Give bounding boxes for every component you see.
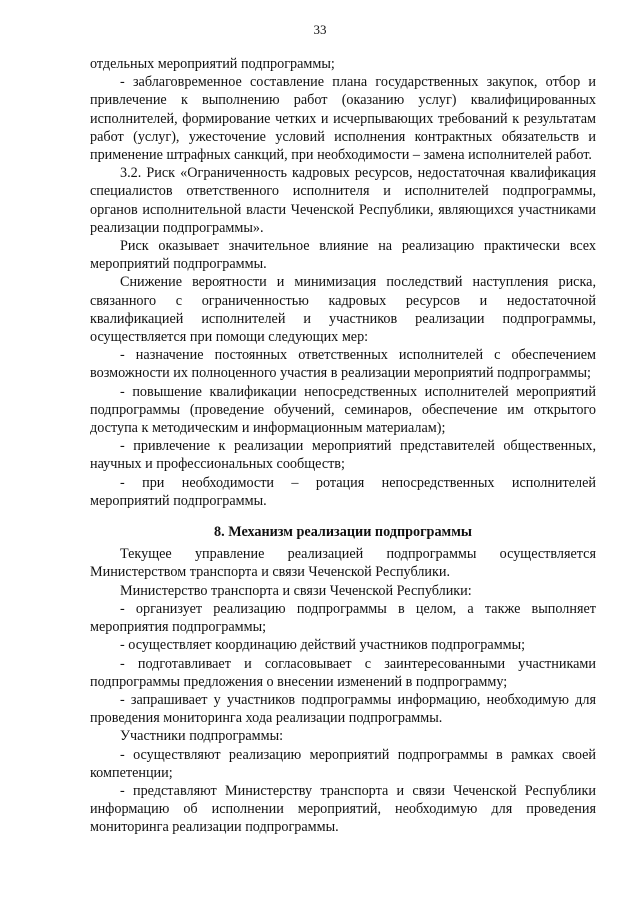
paragraph: Риск оказывает значительное влияние на реализацию практически всех мероприятий подпрограммы. xyxy=(90,238,596,273)
paragraph: Текущее управление реализацией подпрограммы осуществляется Министерством транспорта и связи Чеченской Республики. xyxy=(90,546,596,581)
paragraph: - представляют Министерству транспорта и связи Чеченской Республики информацию об исполнении мероприятий, необходимую для проведения мониторинга реализации подпрограммы. xyxy=(90,782,596,836)
paragraph: - назначение постоянных ответственных исполнителей с обеспечением возможности их полноценного участия в реализации мероприятий подпрограммы; xyxy=(90,347,596,382)
section-heading: 8. Механизм реализации подпрограммы xyxy=(214,524,472,541)
paragraph: - осуществляют реализацию мероприятий подпрограммы в рамках своей компетенции; xyxy=(90,746,596,781)
paragraph: Участники подпрограммы: xyxy=(120,728,284,745)
page-number: 33 xyxy=(313,22,327,37)
paragraph: - привлечение к реализации мероприятий представителей общественных, научных и профессиональных сообществ; xyxy=(90,438,596,473)
paragraph: Снижение вероятности и минимизация последствий наступления риска, связанного с ограниченностью кадровых ресурсов и недостаточной квалификацией исполнителей и участников реализации подпрограммы, осуществляется при помощи следующих мер: xyxy=(90,274,596,346)
paragraph: - запрашивает у участников подпрограммы информацию, необходимую для проведения мониторинга хода реализации подпрограммы. xyxy=(90,691,596,727)
paragraphs-top xyxy=(90,55,596,510)
page-content xyxy=(90,55,596,837)
paragraph: Министерство транспорта и связи Чеченской Республики: xyxy=(120,582,472,599)
paragraph: - организует реализацию подпрограммы в целом, а также выполняет мероприятия подпрограммы; xyxy=(90,600,596,636)
paragraphs-bottom xyxy=(90,545,596,836)
paragraph: - при необходимости – ротация непосредственных исполнителей мероприятий подпрограммы. xyxy=(90,474,596,509)
paragraph: отдельных мероприятий подпрограммы; xyxy=(90,56,335,72)
paragraph: - подготавливает и согласовывает с заинтересованными участниками подпрограммы предложения о внесении изменений в подпрограмму; xyxy=(90,655,596,690)
paragraph: 3.2. Риск «Ограниченность кадровых ресурсов, недостаточная квалификация специалистов ответственного исполнителя и исполнителей подпрограммы, органов исполнительной власти Чеченской Республики, являющихся участниками реализации подпрограммы». xyxy=(90,165,596,236)
paragraph: - осуществляет координацию действий участников подпрограммы; xyxy=(120,637,526,654)
paragraph: - повышение квалификации непосредственных исполнителей мероприятий подпрограммы (проведение обучений, семинаров, обеспечение им открытого доступа к методическим и информационным материалам); xyxy=(90,383,596,437)
paragraph: - заблаговременное составление плана государственных закупок, отбор и привлечение к выполнению работ (оказанию услуг) квалифицированных исполнителей, формирование четких и исчерпывающих требований к результатам работ (услуг), ужесточение условий исполнения контрактных обязательств и применение штрафных санкций, при необходимости – замена исполнителей работ. xyxy=(90,74,596,164)
